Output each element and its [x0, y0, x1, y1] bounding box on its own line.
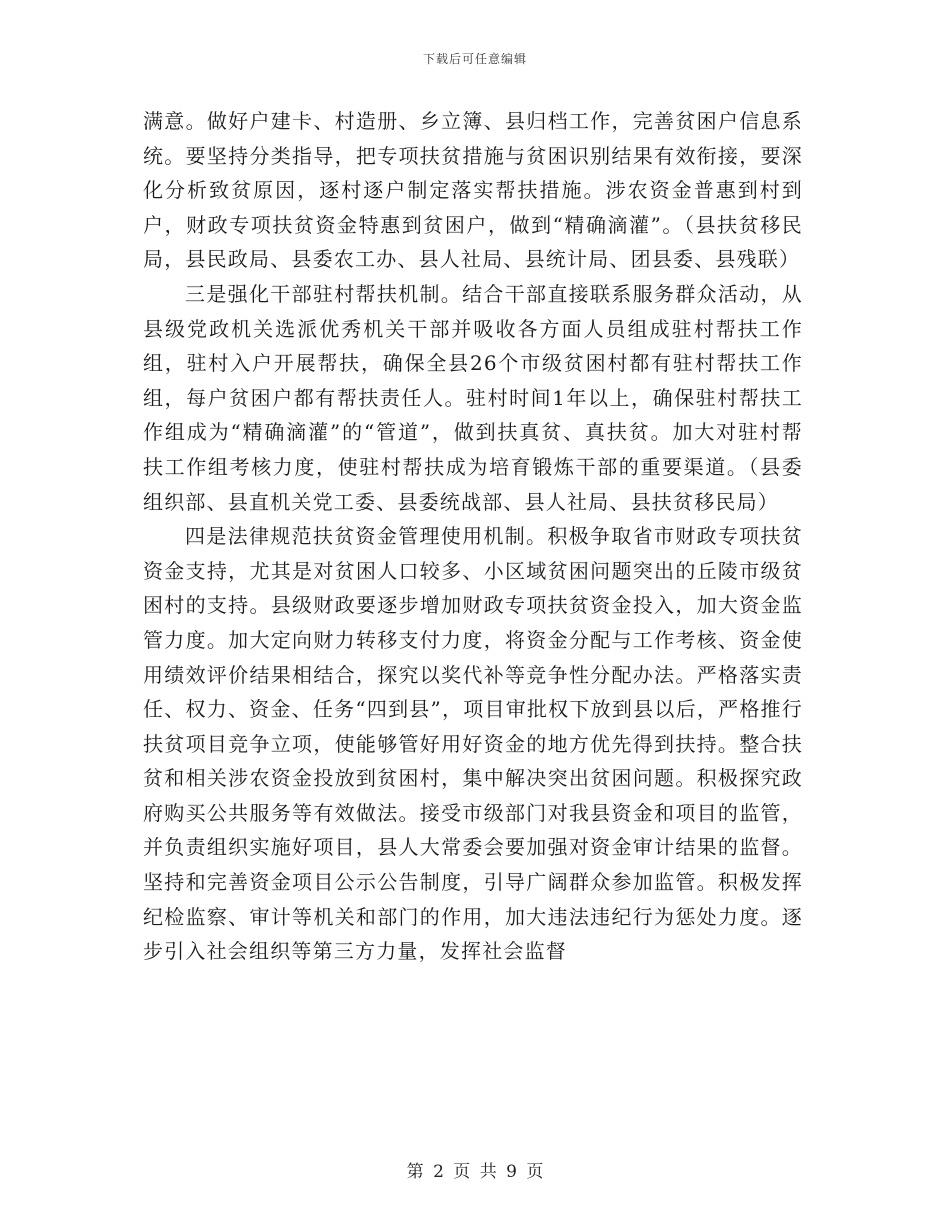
page-number-footer: 第 2 页 共 9 页 [406, 1162, 544, 1182]
paragraph-cadre-assistance: 三是强化干部驻村帮扶机制。结合干部直接联系服务群众活动，从县级党政机关选派优秀机关干部并吸收各方面人员组成驻村帮扶工作组，驻村入户开展帮扶，确保全县26个市级贫困村都有驻村帮扶工作组，每户贫困户都有帮扶责任人。驻村时间1年以上，确保驻村帮扶工作组成为“精确滴灌”的“管道”，做到扶真贫、真扶贫。加大对驻村帮扶工作组考核力度，使驻村帮扶成为培育锻炼干部的重要渠道。（县委组织部、县直机关党工委、县委统战部、县人社局、县扶贫移民局） [143, 281, 803, 514]
paragraph-fund-management: 四是法律规范扶贫资金管理使用机制。积极争取省市财政专项扶贫资金支持，尤其是对贫困人口较多、小区域贫困问题突出的丘陵市级贫困村的支持。县级财政要逐步增加财政专项扶贫资金投入，加大资金监管力度。加大定向财力转移支付力度，将资金分配与工作考核、资金使用绩效评价结果相结合，探究以奖代补等竞争性分配办法。严格落实责任、权力、资金、任务“四到县”，项目审批权下放到县以后，严格推行扶贫项目竞争立项，使能够管好用好资金的地方优先得到扶持。整合扶贫和相关涉农资金投放到贫困村，集中解决突出贫困问题。积极探究政府购买公共服务等有效做法。接受市级部门对我县资金和项目的监管，并负责组织实施好项目，县人大常委会要加强对资金审计结果的监督。坚持和完善资金项目公示公告制度，引导广阔群众参加监管。积极发挥纪检监察、审计等机关和部门的作用，加大违法违纪行为惩处力度。逐步引入社会组织等第三方力量，发挥社会监督 [143, 524, 803, 964]
document-body [143, 104, 803, 969]
page-header: 下载后可任意编辑 [422, 52, 527, 66]
paragraph-continuation: 满意。做好户建卡、村造册、乡立簿、县归档工作，完善贫困户信息系统。要坚持分类指导，把专项扶贫措施与贫困识别结果有效衔接，要深化分析致贫原因，逐村逐户制定落实帮扶措施。涉农资金普惠到村到户，财政专项扶贫资金特惠到贫困户，做到“精确滴灌”。（县扶贫移民局，县民政局、县委农工办、县人社局、县统计局、团县委、县残联） [143, 109, 803, 272]
